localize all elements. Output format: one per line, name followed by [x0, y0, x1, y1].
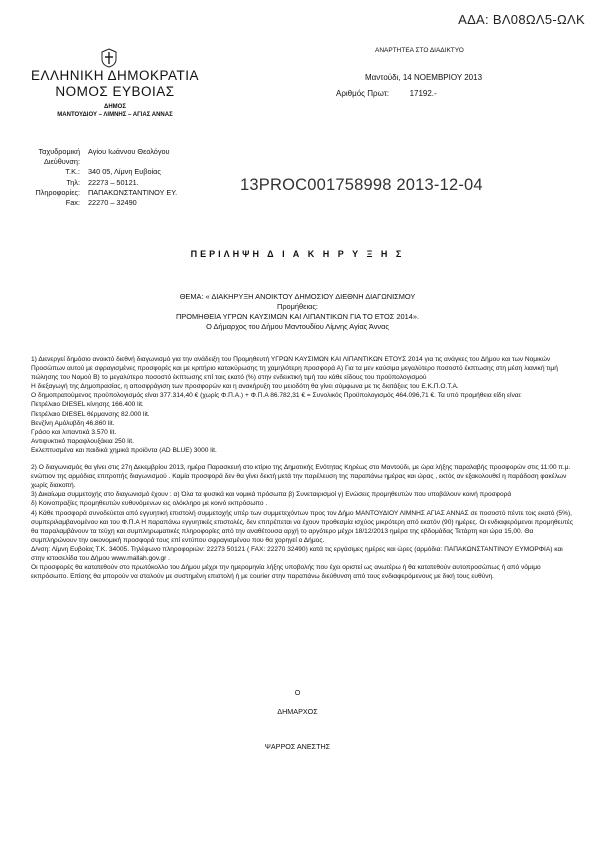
signature-article: Ο: [294, 688, 301, 697]
subject-line: Προμήθειας:: [277, 302, 318, 311]
contact-label: Ταχυδρομική Διεύθυνση:: [38, 147, 80, 167]
body-paragraph: 2) Ο διαγωνισμός θα γίνει στις 27η Δεκεμβρίου 2013, ημέρα Παρασκευή στο κτίριο της Δημοτικής Ενότητας Κηρέως στο Μαντούδι, με ώρα λήξης παραλαβής προσφορών στις 11:00 π.μ. ενώπιον της αρμόδιας επιτροπής διαγωνισμού . Καμία προσφορά δεν θα γίνει δεκτή μετά την παρέλευση της παραπάνω ημέρας και ώρας , εκτός αν εξακολουθεί η παράδοση φακέλων χωρίς διακοπή.: [31, 464, 571, 490]
contact-label: Τηλ:: [66, 177, 80, 187]
signature-title: ΔΗΜΑΡΧΟΣ: [277, 707, 318, 716]
contact-block: [22, 147, 228, 208]
municipality-header: [30, 103, 200, 119]
greek-emblem-icon: [100, 48, 118, 68]
signature-name: ΨΑΡΡΟΣ ΑΝΕΣΤΗΣ: [264, 742, 331, 751]
contact-label: Fax:: [65, 198, 80, 208]
contact-label: Τ.Κ.:: [65, 167, 80, 177]
body-paragraph: Οι προσφορές θα κατατεθούν στο πρωτόκολλο του Δήμου μέχρι την ημερομηνία λήξης υποβολής που έχει οριστεί ως ανωτέρω ή θα κατατεθούν αυτοπροσώπως ή από νόμιμο εκπρόσωπο. Επίσης θα μπορούν να σταλούν με συστημένη επιστολή ή με courier στην παραπάνω διεύθυνση από τους ενδιαφερόμενους με δική τους ευθύνη.: [31, 564, 541, 581]
state-title: ΕΛΛΗΝΙΚΗ ΔΗΜΟΚΡΑΤΙΑ: [30, 68, 200, 83]
item-line: Πετρέλαιο DIESEL θέρμανσης 82.000 lit.: [31, 410, 150, 418]
subject-line: ΘΕΜΑ: « ΔΙΑΚΗΡΥΞΗ ΑΝΟΙΚΤΟΥ ΔΗΜΟΣΙΟΥ ΔΙΕΘΝΗ ΔΙΑΓΩΝΙΣΜΟΥ: [179, 292, 416, 301]
subject-block: [0, 292, 595, 332]
issuer-header: [30, 68, 200, 100]
contact-value: ΠΑΠΑΚΩΝΣΤΑΝΤΙΝΟΥ ΕΥ.: [88, 187, 178, 197]
body-paragraph: 3) Δικαίωμα συμμετοχής στο διαγωνισμό έχουν : α) Όλα τα φυσικά και νομικά πρόσωπα β) Συνεταιρισμοί γ) Ενώσεις προμηθευτών που υποβάλουν κοινή προσφορά: [31, 491, 512, 499]
body-paragraph: Δ/νση: Λίμνη Ευβοίας Τ.Κ. 34005. Τηλέφωνο πληροφοριών: 22273 50121 ( FAX: 22270 32490) κατά τις εργάσιμες ημέρες και ώρες (αρμόδια: ΠΑΠΑΚΩΝΣΤΑΝΤΙΝΟΥ ΕΥΜΟΡΦΙΑ) και στην ιστοσελίδα του Δήμου www.mallah.gov.gr .: [31, 545, 563, 562]
contact-value: 22273 – 50121.: [88, 177, 139, 187]
contact-label: Πληροφορίες:: [35, 187, 80, 197]
body-paragraph: 1) Διενεργεί δημόσιο ανοικτό διεθνή διαγωνισμό για την ανάδειξη του Προμηθευτή ΥΓΡΩΝ ΚΑΥΣΙΜΩΝ ΚΑΙ ΛΙΠΑΝΤΙΚΩΝ ΕΤΟΥΣ 2014 για τις ανάγκες του Δήμου και των Νομικών Προσώπων αυτού με σφραγισμένες προσφορές και με κριτήριο κατακύρωσης τη χαμηλότερη προσφορά Α) Για τα μεν καύσιμα μεγαλύτερο ποσοστό έκπτωσης στη μέση λιανική τιμή πώλησης του Νομού Β) το μεγαλύτερο ποσοστό έκπτωσης επί τοις εκατό (%) στην ενδεικτική τιμή του κάθε είδους του προϋπολογισμού: [31, 356, 558, 382]
municipality-label: ΔΗΜΟΣ: [104, 104, 126, 110]
body-paragraph: Ο δημοπρατούμενος προϋπολογισμός είναι 377.314,40 € (χωρίς Φ.Π.Α.) + Φ.Π.Α 86.782,31 € = Συνολικός Προϋπολογισμός 464.096,71 €. Τα υπό προμήθεια είδη είναι:: [31, 392, 522, 400]
document-body: [31, 355, 576, 581]
contact-row: [22, 188, 228, 198]
item-line: Πετρέλαιο DIESEL κίνησης 166.400 lit.: [31, 401, 144, 409]
body-paragraph: 4) Κάθε προσφορά συνοδεύεται από εγγυητική επιστολή συμμετοχής υπέρ των συμμετεχόντων προς τον Δήμο ΜΑΝΤΟΥΔΙΟΥ ΛΙΜΝΗΣ ΑΓΙΑΣ ΑΝΝΑΣ σε ποσοστό πέντε τοις εκατό (5%), συμπεριλαμβανομένου και του Φ.Π.Α Η παραπάνω εγγυητικές επιστολές, δεν επιτρέπεται να έχουν προθεσμία ισχύος μικρότερη από εκατόν (90) ημέρες. Οι ενδιαφερόμενοι προμηθευτές θα παραλαμβάνουν τα τεύχη και συμπληρωματικές πληροφορίες από την αναθέτουσα αρχή το αργότερο μέχρι 18/12/2013 ημέρα της εβδομάδας Τετάρτη και ώρα 15,00. Θα συμπληρώνουν την οικονομική προσφορά τους επί εντύπου σφραγισμένου που θα χορηγεί ο Δήμος.: [31, 509, 573, 544]
item-line: Γράσο και λιπαντικά 3.570 lit.: [31, 428, 117, 436]
signature-block: [0, 688, 595, 751]
contact-row: [22, 178, 228, 188]
contact-value: 340 05, Λίμνη Ευβοίας: [88, 167, 161, 177]
protocol-value: 17192.-: [409, 89, 437, 98]
item-line: Εκλεπτυσμένα και παιδικά χημικά προϊόντα (AD BLUE) 3000 lit.: [31, 446, 217, 454]
procurement-id: 13PROC001758998 2013-12-04: [240, 176, 483, 194]
protocol-label: Αριθμός Πρωτ:: [336, 89, 390, 98]
document-date: Μαντούδι, 14 ΝΟΕΜΒΡΙΟΥ 2013: [365, 73, 483, 82]
contact-value: 22270 – 32490: [88, 198, 137, 208]
protocol-number: [336, 89, 437, 98]
item-line: Αντιψυκτικό παραφλουξάκια 250 lit.: [31, 437, 134, 445]
ada-code: ΑΔΑ: ΒΛ08ΩΛ5-ΩΛΚ: [458, 12, 585, 27]
prefecture-title: ΝΟΜΟΣ ΕΥΒΟΙΑΣ: [55, 84, 175, 99]
publish-note: ΑΝΑΡΤΗΤΕΑ ΣΤΟ ΔΙΑΔΙΚΤΥΟ: [375, 47, 464, 54]
body-paragraph: Η διεξαγωγή της Δημοπρασίας, η αποσφράγιση των προσφορών και η ανακήρυξη του μειοδότη θα γίνει σύμφωνα με τις διατάξεις του Ε.Κ.Π.Ο.Τ.Α.: [31, 383, 459, 391]
contact-row: [22, 147, 228, 167]
contact-value: Αγίου Ιωάννου Θεολόγου: [88, 147, 170, 156]
document-title: ΠΕΡΙΛΗΨΗ Δ Ι Α Κ Η Ρ Υ Ξ Η Σ: [190, 249, 405, 259]
subject-line: Ο Δήμαρχος του Δήμου Μαντουδίου Λίμνης Αγίας Άννας: [206, 322, 389, 331]
municipality-name: ΜΑΝΤΟΥΔΙΟΥ – ΛΙΜΝΗΣ – ΑΓΙΑΣ ΑΝΝΑΣ: [57, 112, 173, 118]
item-line: Βενζίνη Αμόλυβδη 46.860 lit.: [31, 419, 115, 427]
contact-row: [22, 167, 228, 177]
body-paragraph: δ) Κοινοπραξίες προμηθευτών ευθυνόμενων εις ολόκληρο με κοινό εκπρόσωπο .: [31, 500, 268, 508]
contact-row: [22, 198, 228, 208]
subject-line: ΠΡΟΜΗΘΕΙΑ ΥΓΡΩΝ ΚΑΥΣΙΜΩΝ ΚΑΙ ΛΙΠΑΝΤΙΚΩΝ ΓΙΑ ΤΟ ΕΤΟΣ 2014».: [175, 312, 420, 321]
